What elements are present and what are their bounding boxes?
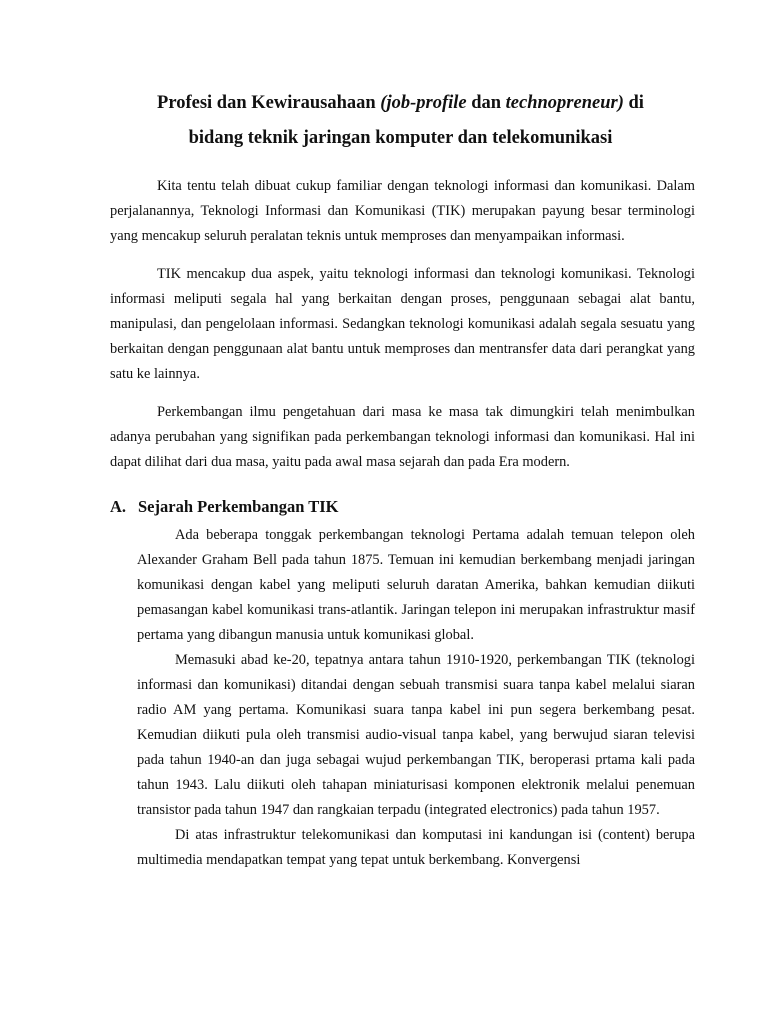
intro-paragraph: Kita tentu telah dibuat cukup familiar dengan teknologi informasi dan komunikasi. Dalam perjalanannya, Teknologi Informasi dan Komunikasi (TIK) merupakan payung besar terminologi yang mencakup seluruh peralatan teknis untuk memproses dan menyampaikan informasi.: [110, 178, 695, 244]
section-paragraph: Di atas infrastruktur telekomunikasi dan komputasi ini kandungan isi (content) berupa multimedia mendapatkan tempat yang tepat untuk berkembang. Konvergensi: [137, 827, 695, 868]
section-heading: [110, 495, 695, 519]
section-paragraph: Ada beberapa tonggak perkembangan teknologi Pertama adalah temuan telepon oleh Alexander Graham Bell pada tahun 1875. Temuan ini kemudian berkembang menjadi jaringan komunikasi dengan kabel yang meliputi seluruh daratan Amerika, bahkan kemudian diikuti pemasangan kabel komunikasi trans-atlantik. Jaringan telepon ini merupakan infrastruktur masif pertama yang dibangun manusia untuk komunikasi global.: [137, 527, 695, 643]
section-paragraph: Memasuki abad ke-20, tepatnya antara tahun 1910-1920, perkembangan TIK (teknologi informasi dan komunikasi) ditandai dengan sebuah transmisi suara tanpa kabel melalui siaran radio AM yang pertama. Komunikasi suara tanpa kabel ini pun segera berkembang pesat. Kemudian diikuti pula oleh transmisi audio-visual tanpa kabel, yang berwujud siaran televisi pada tahun 1940-an dan juga sebagai wujud perkembangan TIK, beroperasi prtama kali pada tahun 1943. Lalu diikuti oleh tahapan miniaturisasi komponen elektronik melalui penemuan transistor pada tahun 1947 dan rangkaian terpadu (integrated electronics) pada tahun 1957.: [137, 652, 695, 818]
title-text: dan: [466, 93, 506, 113]
title-line-2: bidang teknik jaringan komputer dan telekomunikasi: [188, 128, 613, 148]
document-title: [106, 86, 695, 156]
section-title: Sejarah Perkembangan TIK: [138, 497, 339, 516]
intro-paragraph: TIK mencakup dua aspek, yaitu teknologi informasi dan teknologi komunikasi. Teknologi informasi meliputi segala hal yang berkaitan dengan proses, penggunaan sebagai alat bantu, manipulasi, dan pengelolaan informasi. Sedangkan teknologi komunikasi adalah segala sesuatu yang berkaitan dengan penggunaan alat bantu untuk memproses dan mentransfer data dari perangkat yang satu ke lainnya.: [110, 266, 695, 382]
title-line-1: [106, 86, 695, 121]
title-text: Profesi dan Kewirausahaan: [157, 93, 381, 113]
title-italic-technopreneur: technopreneur): [505, 93, 624, 113]
section-letter: A.: [110, 497, 127, 516]
intro-paragraph: Perkembangan ilmu pengetahuan dari masa ke masa tak dimungkiri telah menimbulkan adanya perubahan yang signifikan pada perkembangan teknologi informasi dan komunikasi. Hal ini dapat dilihat dari dua masa, yaitu pada awal masa sejarah dan pada Era modern.: [110, 404, 695, 470]
section-body: [110, 523, 695, 873]
title-text: di: [623, 93, 644, 113]
title-italic-job-profile: (job-profile: [380, 93, 467, 113]
